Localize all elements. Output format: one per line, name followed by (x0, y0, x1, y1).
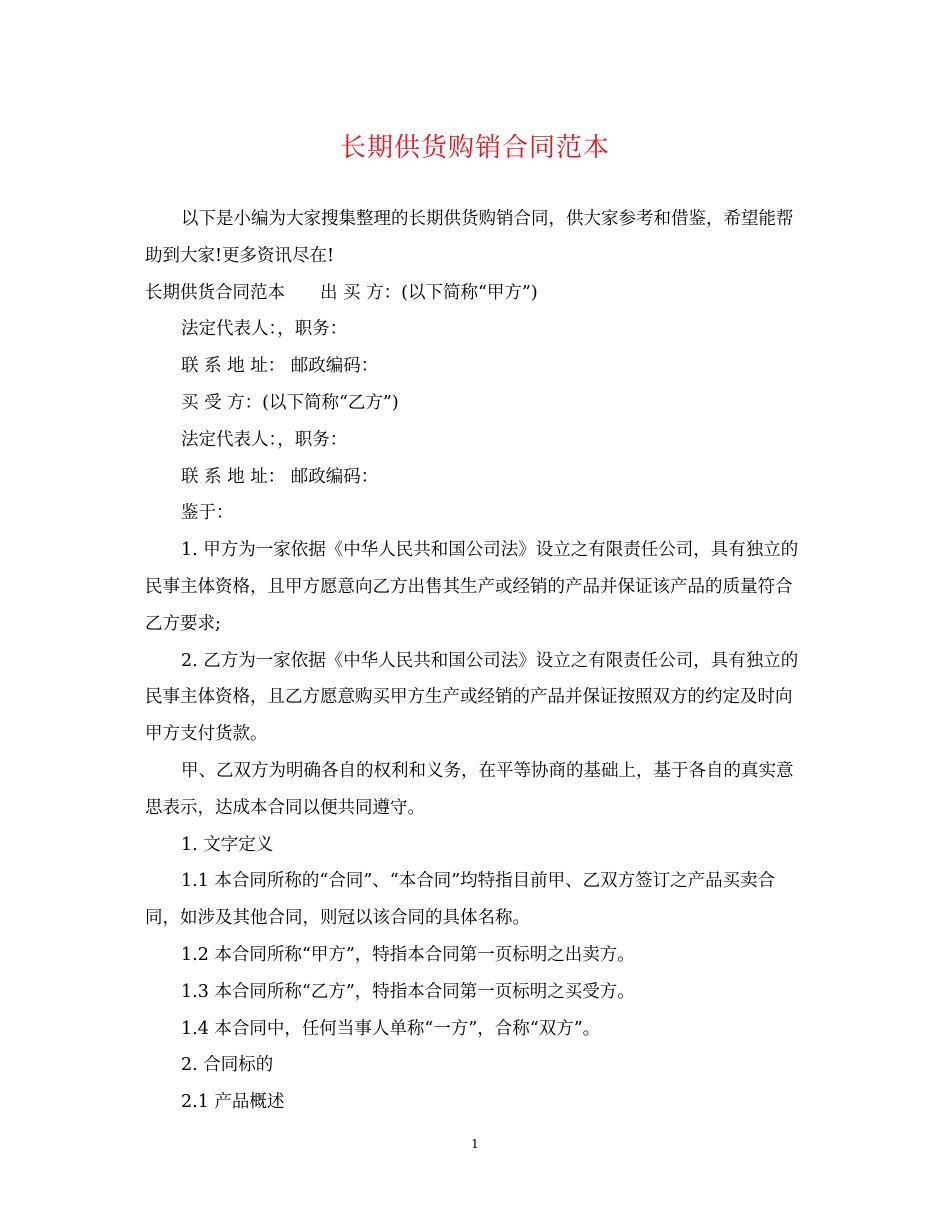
clause-2-1: 2.1 产品概述 (181, 1092, 285, 1113)
document-title: 长期供货购销合同范本 (339, 133, 610, 163)
paragraph-buyer-address: 联 系 地 址： 邮政编码： (181, 466, 379, 487)
paragraph-whereas-2: 2. 乙方为一家依据《中华人民共和国公司法》设立之有限责任公司，具有独立的民事主体资格，且乙方愿意购买甲方生产或经销的产品并保证按照双方的约定及时向甲方支付货款。 (145, 650, 799, 745)
paragraph-intro: 以下是小编为大家搜集整理的长期供货购销合同，供大家参考和借鉴，希望能帮助到大家!更多资讯尽在! (145, 209, 794, 266)
section-heading-definitions: 1. 文字定义 (181, 834, 274, 855)
paragraph-agreement: 甲、乙双方为明确各自的权利和义务，在平等协商的基础上，基于各自的真实意思表示，达成本合同以便共同遵守。 (145, 760, 794, 818)
paragraph-seller-address: 联 系 地 址： 邮政编码： (181, 356, 379, 377)
paragraph-seller-heading: 长期供货合同范本 出 买 方：(以下简称“甲方”) (145, 282, 538, 303)
paragraph-whereas-1: 1. 甲方为一家依据《中华人民共和国公司法》设立之有限责任公司，具有独立的民事主体资格，且甲方愿意向乙方出售其生产或经销的产品并保证该产品的质量符合乙方要求; (145, 540, 799, 634)
clause-1-4: 1.4 本合同中，任何当事人单称“一方”，合称“双方”。 (181, 1018, 601, 1039)
page-number: 1 (471, 1137, 479, 1151)
document-body (145, 201, 805, 1121)
paragraph-whereas: 鉴于： (181, 503, 234, 524)
paragraph-buyer-heading: 买 受 方：(以下简称“乙方”) (181, 392, 399, 413)
clause-1-1: 1.1 本合同所称的“合同”、“本合同”均特指目前甲、乙双方签订之产品买卖合同，如涉及其他合同，则冠以该合同的具体名称。 (145, 871, 776, 929)
clause-1-3: 1.3 本合同所称“乙方”，特指本合同第一页标明之买受方。 (181, 981, 635, 1002)
section-heading-subject: 2. 合同标的 (181, 1055, 274, 1076)
paragraph-buyer-representative: 法定代表人：，职务： (181, 429, 348, 450)
clause-1-2: 1.2 本合同所称“甲方”，特指本合同第一页标明之出卖方。 (181, 944, 635, 965)
paragraph-seller-representative: 法定代表人：，职务： (181, 319, 348, 340)
